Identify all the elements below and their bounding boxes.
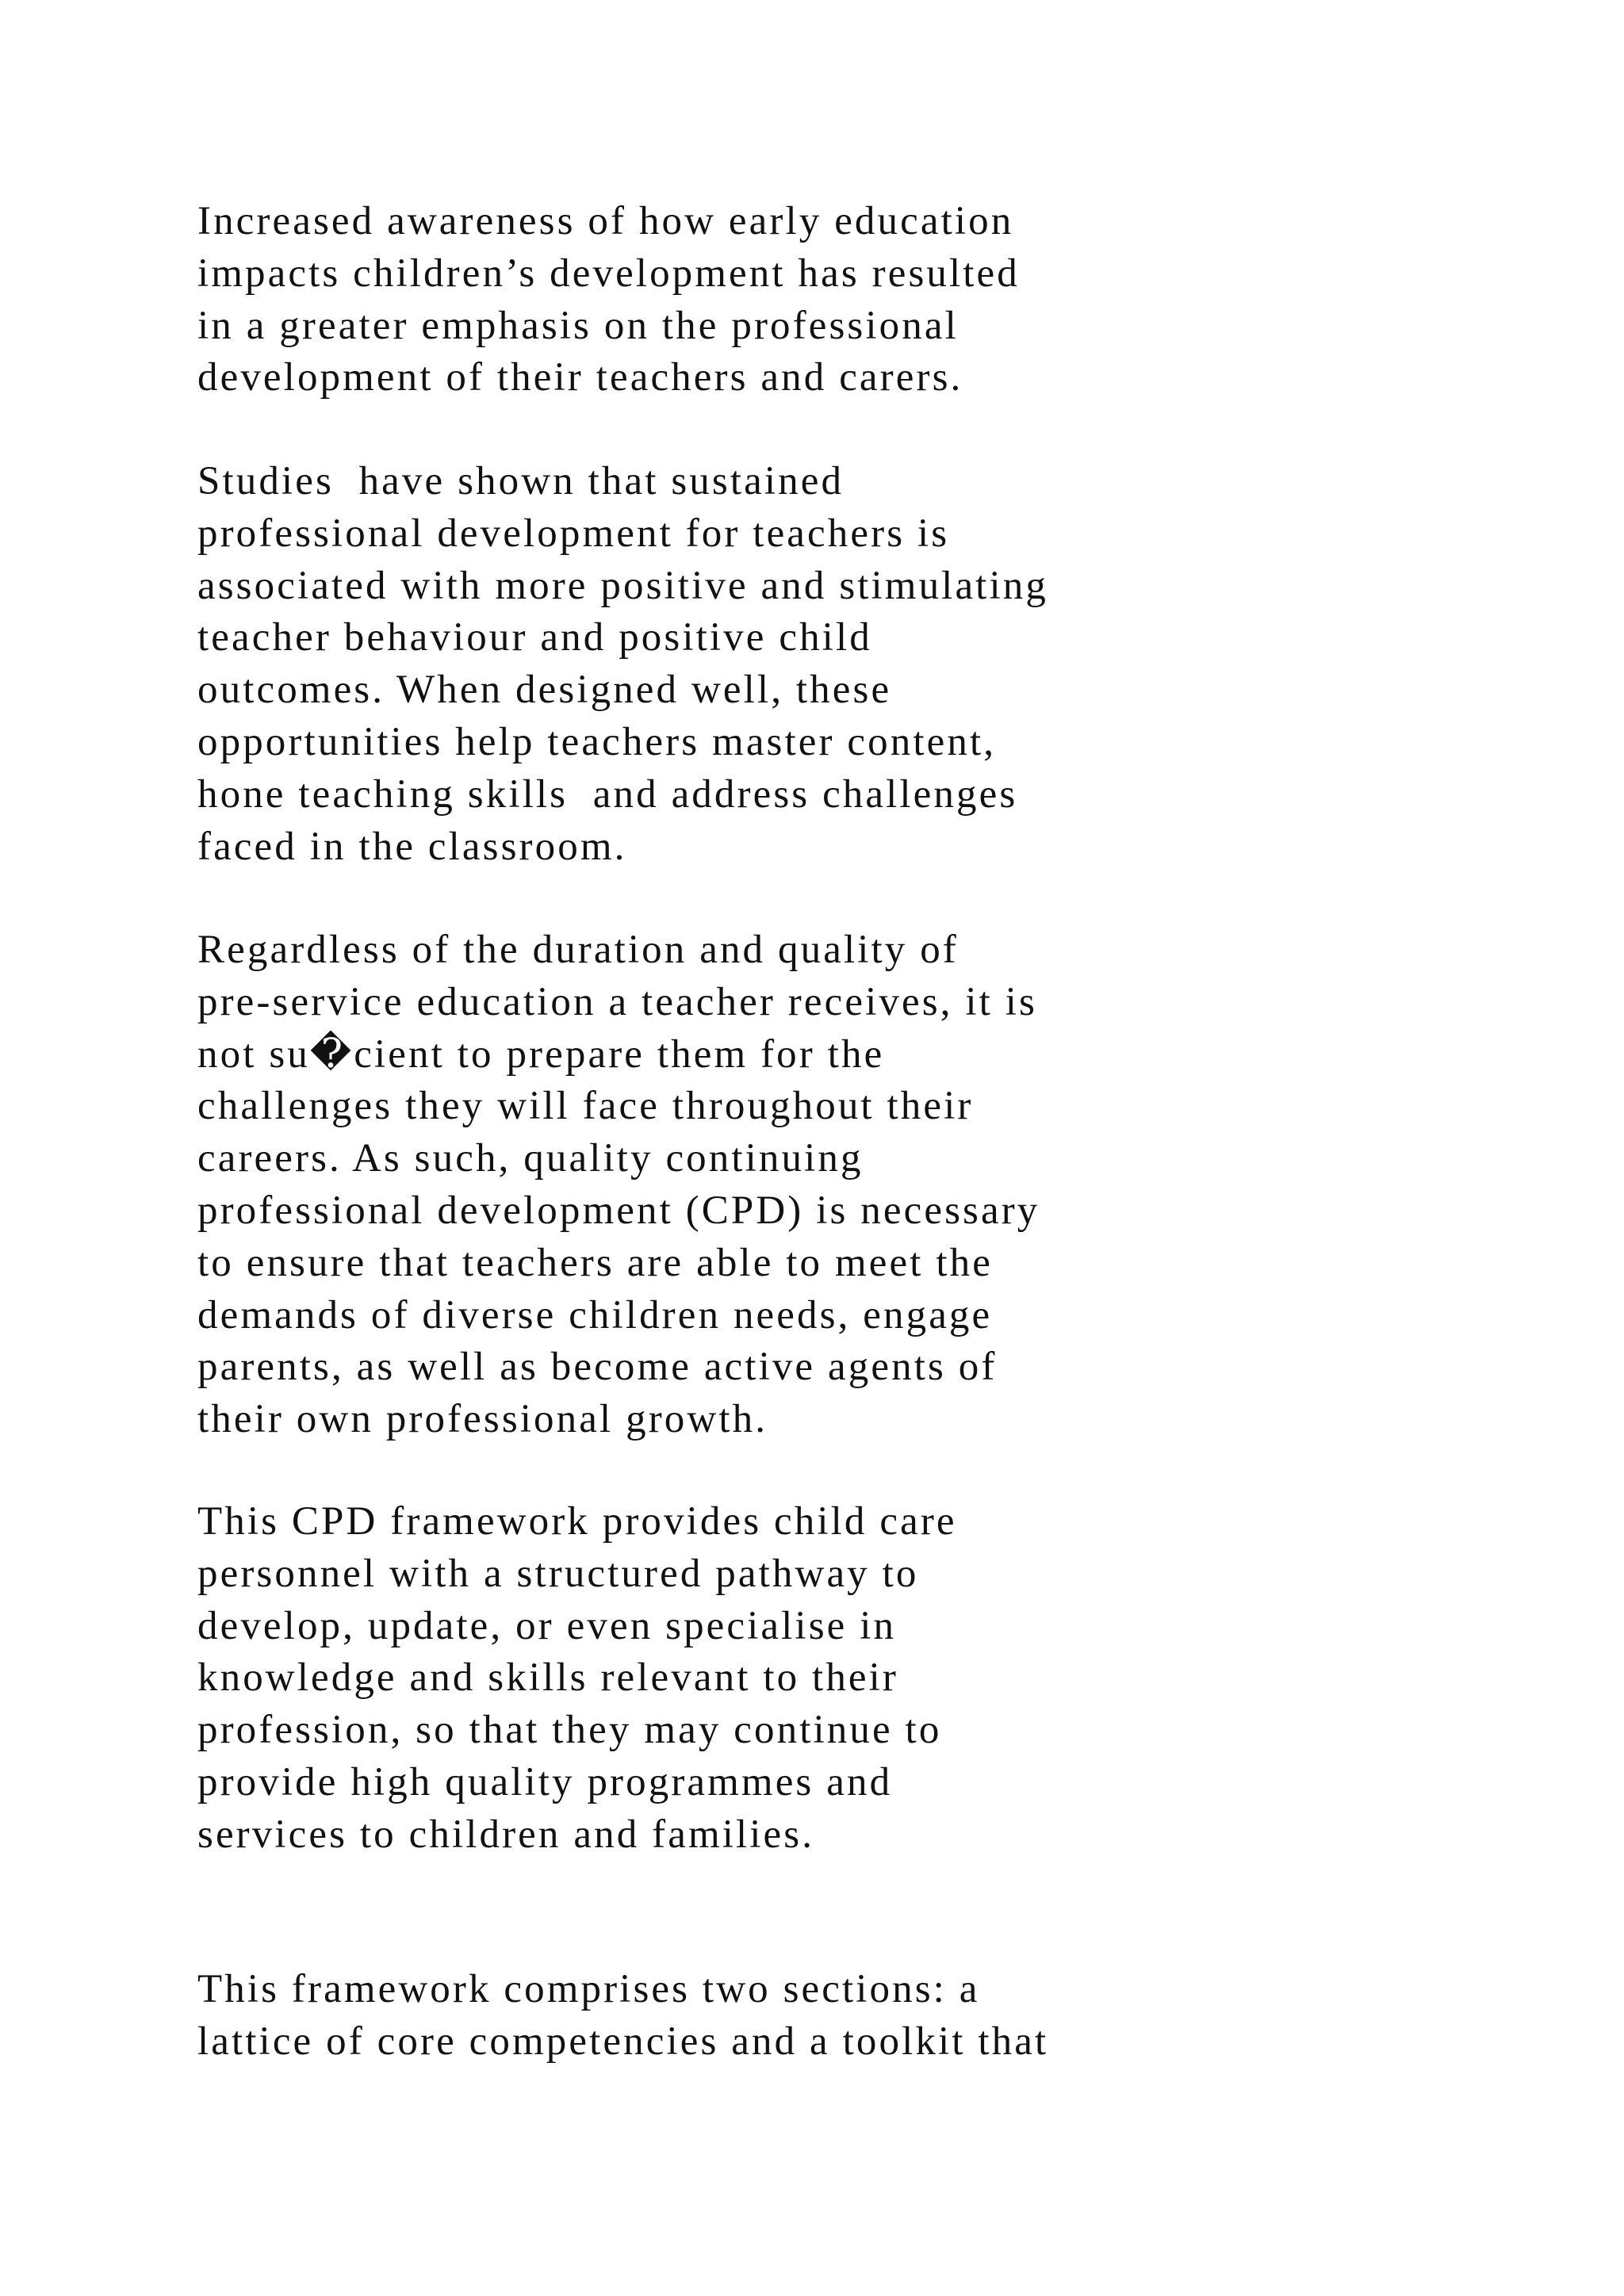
paragraph-cpd-framework-pathway: This CPD framework provides child care personnel with a structured pathway to develop, update, or even specialise in knowledge and skills relevant to their profession, so that they may continue to provide high quality programmes and services to children and families. bbox=[197, 1499, 957, 1857]
paragraph-framework-sections: This framework comprises two sections: a lattice of core competencies and a toolkit that bbox=[197, 1967, 1049, 2064]
paragraph-studies-professional-development: Studies have shown that sustained professional development for teachers is associated with more positive and stimulating teacher behaviour and positive child outcomes. When designed well, these opportunities help teachers master content, hone teaching skills and address challenges faced in the classroom. bbox=[197, 459, 1048, 869]
paragraph-early-education-awareness: Increased awareness of how early education impacts children’s development has resulted in a greater emphasis on the professional development of their teachers and carers. bbox=[197, 199, 1020, 400]
paragraph-pre-service-education: Regardless of the duration and quality of pre-service education a teacher receives, it is not su�cient to prepare them for the challenges they will face throughout their careers. As such, quality continuing professional development (CPD) is necessary to ensure that teachers are able to meet the demands of diverse children needs, engage parents, as well as become active agents of their own professional growth. bbox=[197, 928, 1040, 1442]
